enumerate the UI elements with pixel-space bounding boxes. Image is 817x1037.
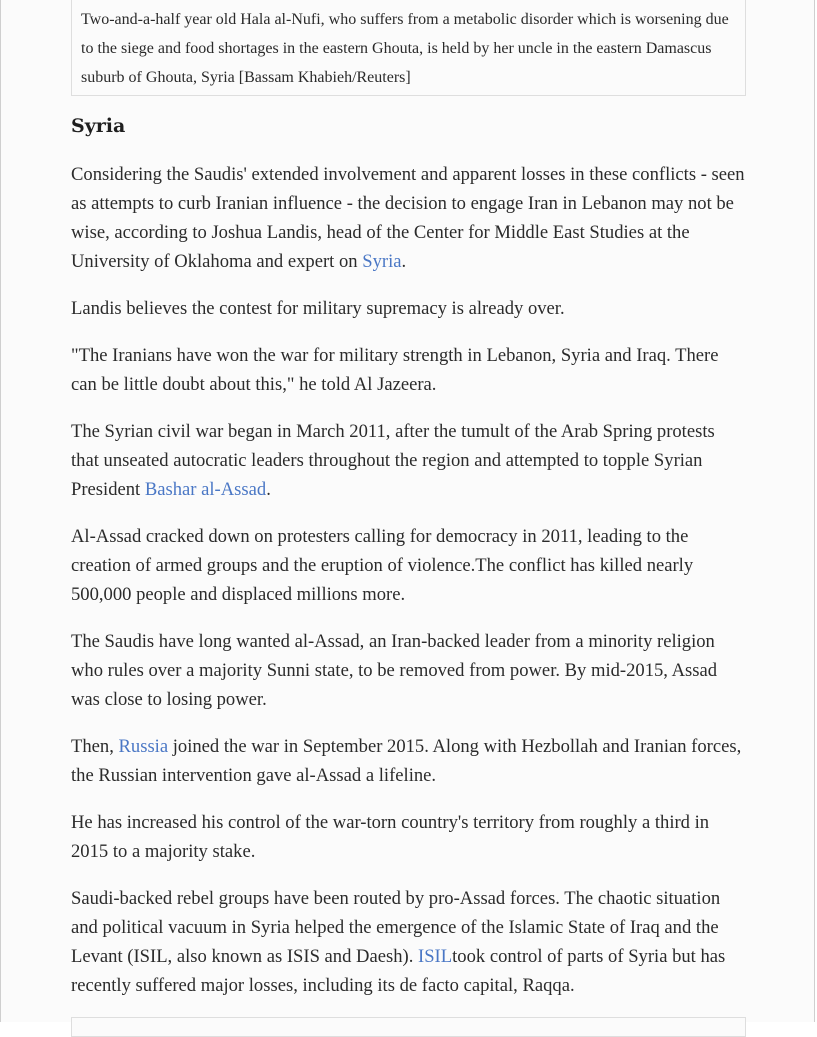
paragraph-4-text: The Syrian civil war began in March 2011, after the tumult of the Arab Spring protests that unseated autocratic leaders throughout the region and attempted to topple Syrian President xyxy=(71,421,715,500)
paragraph-6: The Saudis have long wanted al-Assad, an Iran-backed leader from a minority religion who rules over a majority Sunni state, to be removed from power. By mid-2015, Assad was close to losing power. xyxy=(71,631,718,710)
paragraph-3: "The Iranians have won the war for military strength in Lebanon, Syria and Iraq. There can be little doubt about this," he told Al Jazeera. xyxy=(71,345,719,395)
paragraph-4-end: . xyxy=(266,479,271,500)
paragraph-9-end: took control of parts of Syria but has recently suffered major losses, including its de facto capital, Raqqa. xyxy=(71,946,726,996)
next-media-box xyxy=(71,1017,746,1037)
paragraph-2: Landis believes the contest for military supremacy is already over. xyxy=(71,298,565,319)
paragraph-9 xyxy=(71,884,747,1000)
paragraph-9-text: Saudi-backed rebel groups have been routed by pro-Assad forces. The chaotic situation and political vacuum in Syria helped the emergence of the Islamic State of Iraq and the Levant (ISIL, also known as ISIS and Daesh). xyxy=(71,888,721,967)
image-caption xyxy=(71,0,746,96)
paragraph-7 xyxy=(71,732,747,790)
isil-link[interactable]: ISIL xyxy=(418,946,453,967)
article-body xyxy=(71,111,747,1018)
paragraph-4 xyxy=(71,417,747,504)
paragraph-8: He has increased his control of the war-torn country's territory from roughly a third in 2015 to a majority stake. xyxy=(71,812,710,862)
syria-link[interactable]: Syria xyxy=(362,251,402,272)
russia-link[interactable]: Russia xyxy=(118,736,169,757)
section-heading: Syria xyxy=(71,115,126,137)
paragraph-1-text: Considering the Saudis' extended involvement and apparent losses in these conflicts - seen as attempts to curb Iranian influence - the decision to engage Iran in Lebanon may not be wise, according to Joshua Landis, head of the Center for Middle East Studies at the University of Oklahoma and expert on xyxy=(71,164,745,272)
bashar-al-assad-link[interactable]: Bashar al-Assad xyxy=(144,479,267,500)
paragraph-5: Al-Assad cracked down on protesters calling for democracy in 2011, leading to the creation of armed groups and the eruption of violence.The conflict has killed nearly 500,000 people and displaced millions more. xyxy=(71,526,694,605)
paragraph-7-text: joined the war in September 2015. Along with Hezbollah and Iranian forces, the Russian intervention gave al-Assad a lifeline. xyxy=(71,736,742,786)
paragraph-1 xyxy=(71,160,747,276)
paragraph-1-end: . xyxy=(401,251,407,272)
caption-text: Two-and-a-half year old Hala al-Nufi, who suffers from a metabolic disorder which is worsening due to the siege and food shortages in the eastern Ghouta, is held by her uncle in the eastern Damascus suburb of Ghouta, Syria [Bassam Khabieh/Reuters] xyxy=(81,11,729,86)
paragraph-7-start: Then, xyxy=(71,736,119,757)
